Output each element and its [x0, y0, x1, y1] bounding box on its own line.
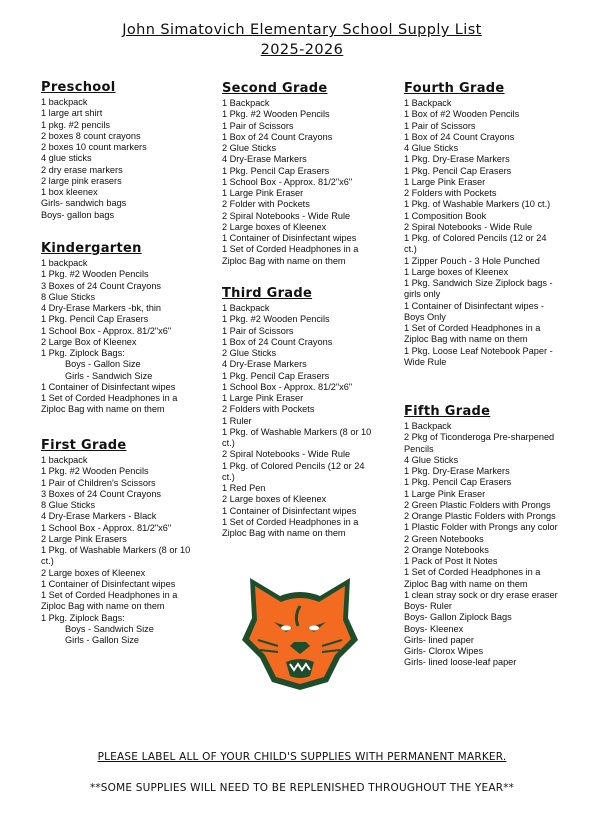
supply-item: Boys- Ruler	[404, 601, 452, 611]
supply-item: 3 Boxes of 24 Count Crayons	[41, 280, 162, 291]
supply-list	[404, 421, 560, 669]
supply-list	[404, 98, 560, 368]
supply-item: 1 Large boxes of Kleenex	[404, 266, 509, 277]
supply-item: 1 School Box - Approx. 81/2"x6"	[41, 522, 172, 533]
supply-item: 3 Boxes of 24 Count Crayons	[41, 488, 162, 499]
page-title: John Simatovich Elementary School Supply List	[122, 22, 482, 38]
supply-item: 2 Folders with Pockets	[222, 404, 315, 415]
supply-item: 2 Glue Sticks	[222, 143, 277, 153]
supply-item: 1 backpack	[41, 455, 88, 465]
supply-item: 2 boxes 10 count markers	[41, 142, 147, 152]
supply-item: 1 Ruler	[222, 415, 252, 426]
supply-item: 1 Pkg. of Washable Markers (8 or 10 ct.)	[41, 545, 191, 567]
section-heading: Second Grade	[222, 81, 328, 96]
supply-item: 2 boxes 8 count crayons	[41, 130, 141, 141]
supply-item: Girls- sandwich bags	[41, 198, 127, 209]
section-kindergarten	[41, 241, 197, 416]
supply-item: 1 Set of Corded Headphones in a Ziploc Bag with name on them	[41, 590, 178, 612]
section-fourth-grade	[404, 81, 560, 368]
wildcat-mascot-logo	[236, 570, 364, 692]
supply-item: Girls - Gallon Size	[65, 635, 140, 645]
supply-list	[41, 258, 197, 416]
supply-item: 1 Pkg. Sandwich Size Ziplock bags - girls only	[404, 278, 553, 300]
supply-item: 1 Zipper Pouch - 3 Hole Punched	[404, 255, 540, 266]
supply-item: 1 Pack of Post It Notes	[404, 556, 498, 566]
replenish-note: **SOME SUPPLIES WILL NEED TO BE REPLENISHED THROUGHOUT THE YEAR**	[89, 782, 515, 794]
supply-item: 2 Large boxes of Kleenex	[41, 567, 146, 578]
supply-item: 1 Box of 24 Count Crayons	[222, 336, 333, 347]
supply-item: Girls- Clorox Wipes	[404, 646, 484, 656]
label-supplies-note: PLEASE LABEL ALL OF YOUR CHILD'S SUPPLIES WITH PERMANENT MARKER.	[97, 751, 507, 763]
supply-item: 4 Dry-Erase Markers -bk, thin	[41, 303, 161, 313]
supply-item: 1 Pkg. of Colored Pencils (12 or 24 ct.)	[222, 460, 365, 482]
supply-item: 4 Glue Sticks	[404, 454, 459, 465]
supply-item: 1 Container of Disinfectant wipes - Boys Only	[404, 300, 544, 322]
supply-item: 1 Pair of Scissors	[404, 120, 476, 131]
supply-item: 1 School Box - Approx. 81/2"x6"	[222, 176, 353, 187]
supply-list	[41, 97, 197, 221]
supply-item: 1 Set of Corded Headphones in a Ziploc Bag with name on them	[41, 393, 178, 415]
supply-item: 1 backpack	[41, 97, 88, 107]
supply-item: 4 glue sticks	[41, 153, 92, 164]
supply-item: 1 Pair of Children's Scissors	[41, 477, 156, 488]
supply-item: 2 Large Box of Kleenex	[41, 336, 137, 347]
supply-item: 1 Pkg. Pencil Cap Erasers	[41, 314, 149, 325]
supply-item: 1 Pkg. Ziplock Bags:	[41, 612, 125, 623]
supply-item: 1 Pkg. of Washable Markers (10 ct.)	[404, 199, 551, 210]
supply-item: 1 backpack	[41, 258, 88, 268]
supply-item: 1 Pkg. Pencil Cap Erasers	[222, 370, 330, 381]
supply-item: 2 dry erase markers	[41, 164, 123, 175]
supply-item: Girls- lined paper	[404, 634, 474, 645]
supply-item: 8 Glue Sticks	[41, 500, 96, 510]
supply-item: 1 Container of Disinfectant wipes	[222, 505, 357, 516]
supply-item: Girls - Sandwich Size	[65, 370, 153, 381]
supply-item: 1 Pkg. of Colored Pencils (12 or 24 ct.)	[404, 233, 547, 255]
supply-item: 2 Large Pink Erasers	[41, 533, 127, 544]
supply-item: 2 Spiral Notebooks - Wide Rule	[404, 221, 533, 232]
supply-item: 1 Large Pink Eraser	[404, 176, 486, 187]
section-heading: Preschool	[41, 80, 116, 95]
supply-item: 1 Pkg. Pencil Cap Erasers	[404, 165, 512, 176]
supply-item: 1 Pkg. #2 Wooden Pencils	[41, 269, 149, 280]
supply-item: 1 Container of Disinfectant wipes	[41, 578, 176, 589]
supply-item: 4 Dry-Erase Markers - Black	[41, 511, 157, 522]
supply-item: 1 Pkg. Dry-Erase Markers	[404, 154, 510, 165]
section-first-grade	[41, 438, 197, 646]
supply-item: 2 large pink erasers	[41, 175, 122, 186]
supply-list	[41, 455, 197, 646]
supply-item: 8 Glue Sticks	[41, 291, 96, 302]
supply-item: 4 Dry-Erase Markers	[222, 154, 307, 165]
supply-item: 1 pkg. #2 pencils	[41, 119, 110, 130]
supply-item: 1 large art shirt	[41, 108, 103, 119]
supply-item: 2 Folder with Pockets	[222, 199, 310, 210]
supply-item: 1 Large Pink Eraser	[222, 188, 304, 198]
section-heading: Third Grade	[222, 286, 313, 301]
supply-item: 1 Red Pen	[222, 483, 266, 493]
section-heading: Kindergarten	[41, 241, 142, 256]
supply-item: 2 Folders with Pockets	[404, 188, 497, 198]
supply-item: 1 Backpack	[404, 98, 452, 108]
supply-item: 1 clean stray sock or dry erase eraser	[404, 589, 558, 600]
supply-item: 1 Box of #2 Wooden Pencils	[404, 109, 520, 120]
supply-item: 1 Pkg. #2 Wooden Pencils	[222, 109, 330, 120]
supply-item: 2 Green Plastic Folders with Prongs	[404, 499, 551, 510]
supply-item: 1 Plastic Folder with Prongs any color	[404, 522, 558, 533]
supply-item: 2 Orange Notebooks	[404, 544, 489, 555]
supply-item: 2 Spiral Notebooks - Wide Rule	[222, 449, 351, 460]
supply-item: 1 Box of 24 Count Crayons	[222, 131, 333, 142]
supply-item: 1 Pkg. of Washable Markers (8 or 10 ct.)	[222, 426, 372, 448]
supply-item: 1 Pkg. #2 Wooden Pencils	[41, 466, 149, 477]
supply-item: 1 Pkg. Pencil Cap Erasers	[222, 165, 330, 176]
supply-item: 1 Backpack	[222, 303, 270, 313]
section-third-grade	[222, 286, 378, 539]
section-heading: Fifth Grade	[404, 404, 491, 419]
supply-list	[222, 303, 378, 539]
supply-item: Boys- Kleenex	[404, 623, 464, 634]
supply-item: 1 Large Pink Eraser	[222, 393, 304, 403]
supply-item: 1 Box of 24 Count Crayons	[404, 131, 515, 142]
supply-list	[222, 98, 378, 267]
supply-item: 1 Set of Corded Headphones in a Ziploc Bag with name on them	[404, 323, 541, 345]
supply-item: 1 Pkg. Dry-Erase Markers	[404, 466, 510, 476]
supply-item: Boys- gallon bags	[41, 209, 115, 220]
supply-item: 1 Pair of Scissors	[222, 325, 294, 336]
supply-item: 1 School Box - Approx. 81/2"x6"	[41, 325, 172, 336]
supply-item: Boys - Sandwich Size	[65, 623, 154, 634]
supply-item: 4 Dry-Erase Markers	[222, 359, 307, 370]
supply-item: 1 Container of Disinfectant wipes	[41, 381, 176, 392]
supply-item: 4 Glue Sticks	[404, 143, 459, 153]
supply-item: 1 Pkg. Loose Leaf Notebook Paper - Wide Rule	[404, 345, 553, 367]
supply-item: 2 Orange Plastic Folders with Prongs	[404, 511, 556, 521]
supply-item: 2 Spiral Notebooks - Wide Rule	[222, 210, 351, 221]
supply-item: 1 Pkg. Pencil Cap Erasers	[404, 477, 512, 488]
supply-item: 1 Backpack	[404, 421, 452, 431]
supply-item: 1 Large Pink Eraser	[404, 488, 486, 499]
section-second-grade	[222, 81, 378, 267]
supply-item: 1 Set of Corded Headphones in a Ziploc Bag with name on them	[222, 244, 359, 266]
section-fifth-grade	[404, 404, 560, 669]
supply-item: 1 School Box - Approx. 81/2"x6"	[222, 381, 353, 392]
supply-item: 1 Set of Corded Headphones in a Ziploc Bag with name on them	[404, 567, 541, 589]
section-heading: Fourth Grade	[404, 81, 505, 96]
supply-item: 1 Pair of Scissors	[222, 120, 294, 131]
section-preschool	[41, 80, 197, 221]
supply-item: 1 Pkg. #2 Wooden Pencils	[222, 314, 330, 325]
supply-item: Girls- lined loose-leaf paper	[404, 657, 517, 668]
school-year: 2025-2026	[260, 42, 344, 58]
supply-item: Boys- Gallon Ziplock Bags	[404, 612, 512, 623]
supply-item: 1 Backpack	[222, 98, 270, 108]
supply-item: 1 Pkg. Ziplock Bags:	[41, 348, 125, 358]
section-heading: First Grade	[41, 438, 127, 453]
supply-item: 1 Composition Book	[404, 210, 487, 221]
supply-item: 2 Pkg of Ticonderoga Pre-sharpened Pencils	[404, 432, 555, 454]
supply-item: 1 Set of Corded Headphones in a Ziploc Bag with name on them	[222, 516, 359, 538]
supply-item: 1 Container of Disinfectant wipes	[222, 233, 357, 243]
supply-item: 2 Glue Sticks	[222, 348, 277, 358]
supply-item: 2 Large boxes of Kleenex	[222, 494, 327, 505]
supply-item: 2 Green Notebooks	[404, 533, 484, 544]
supply-item: 2 Large boxes of Kleenex	[222, 221, 327, 232]
supply-item: 1 box kleenex	[41, 187, 98, 197]
supply-item: Boys - Gallon Size	[65, 359, 141, 370]
